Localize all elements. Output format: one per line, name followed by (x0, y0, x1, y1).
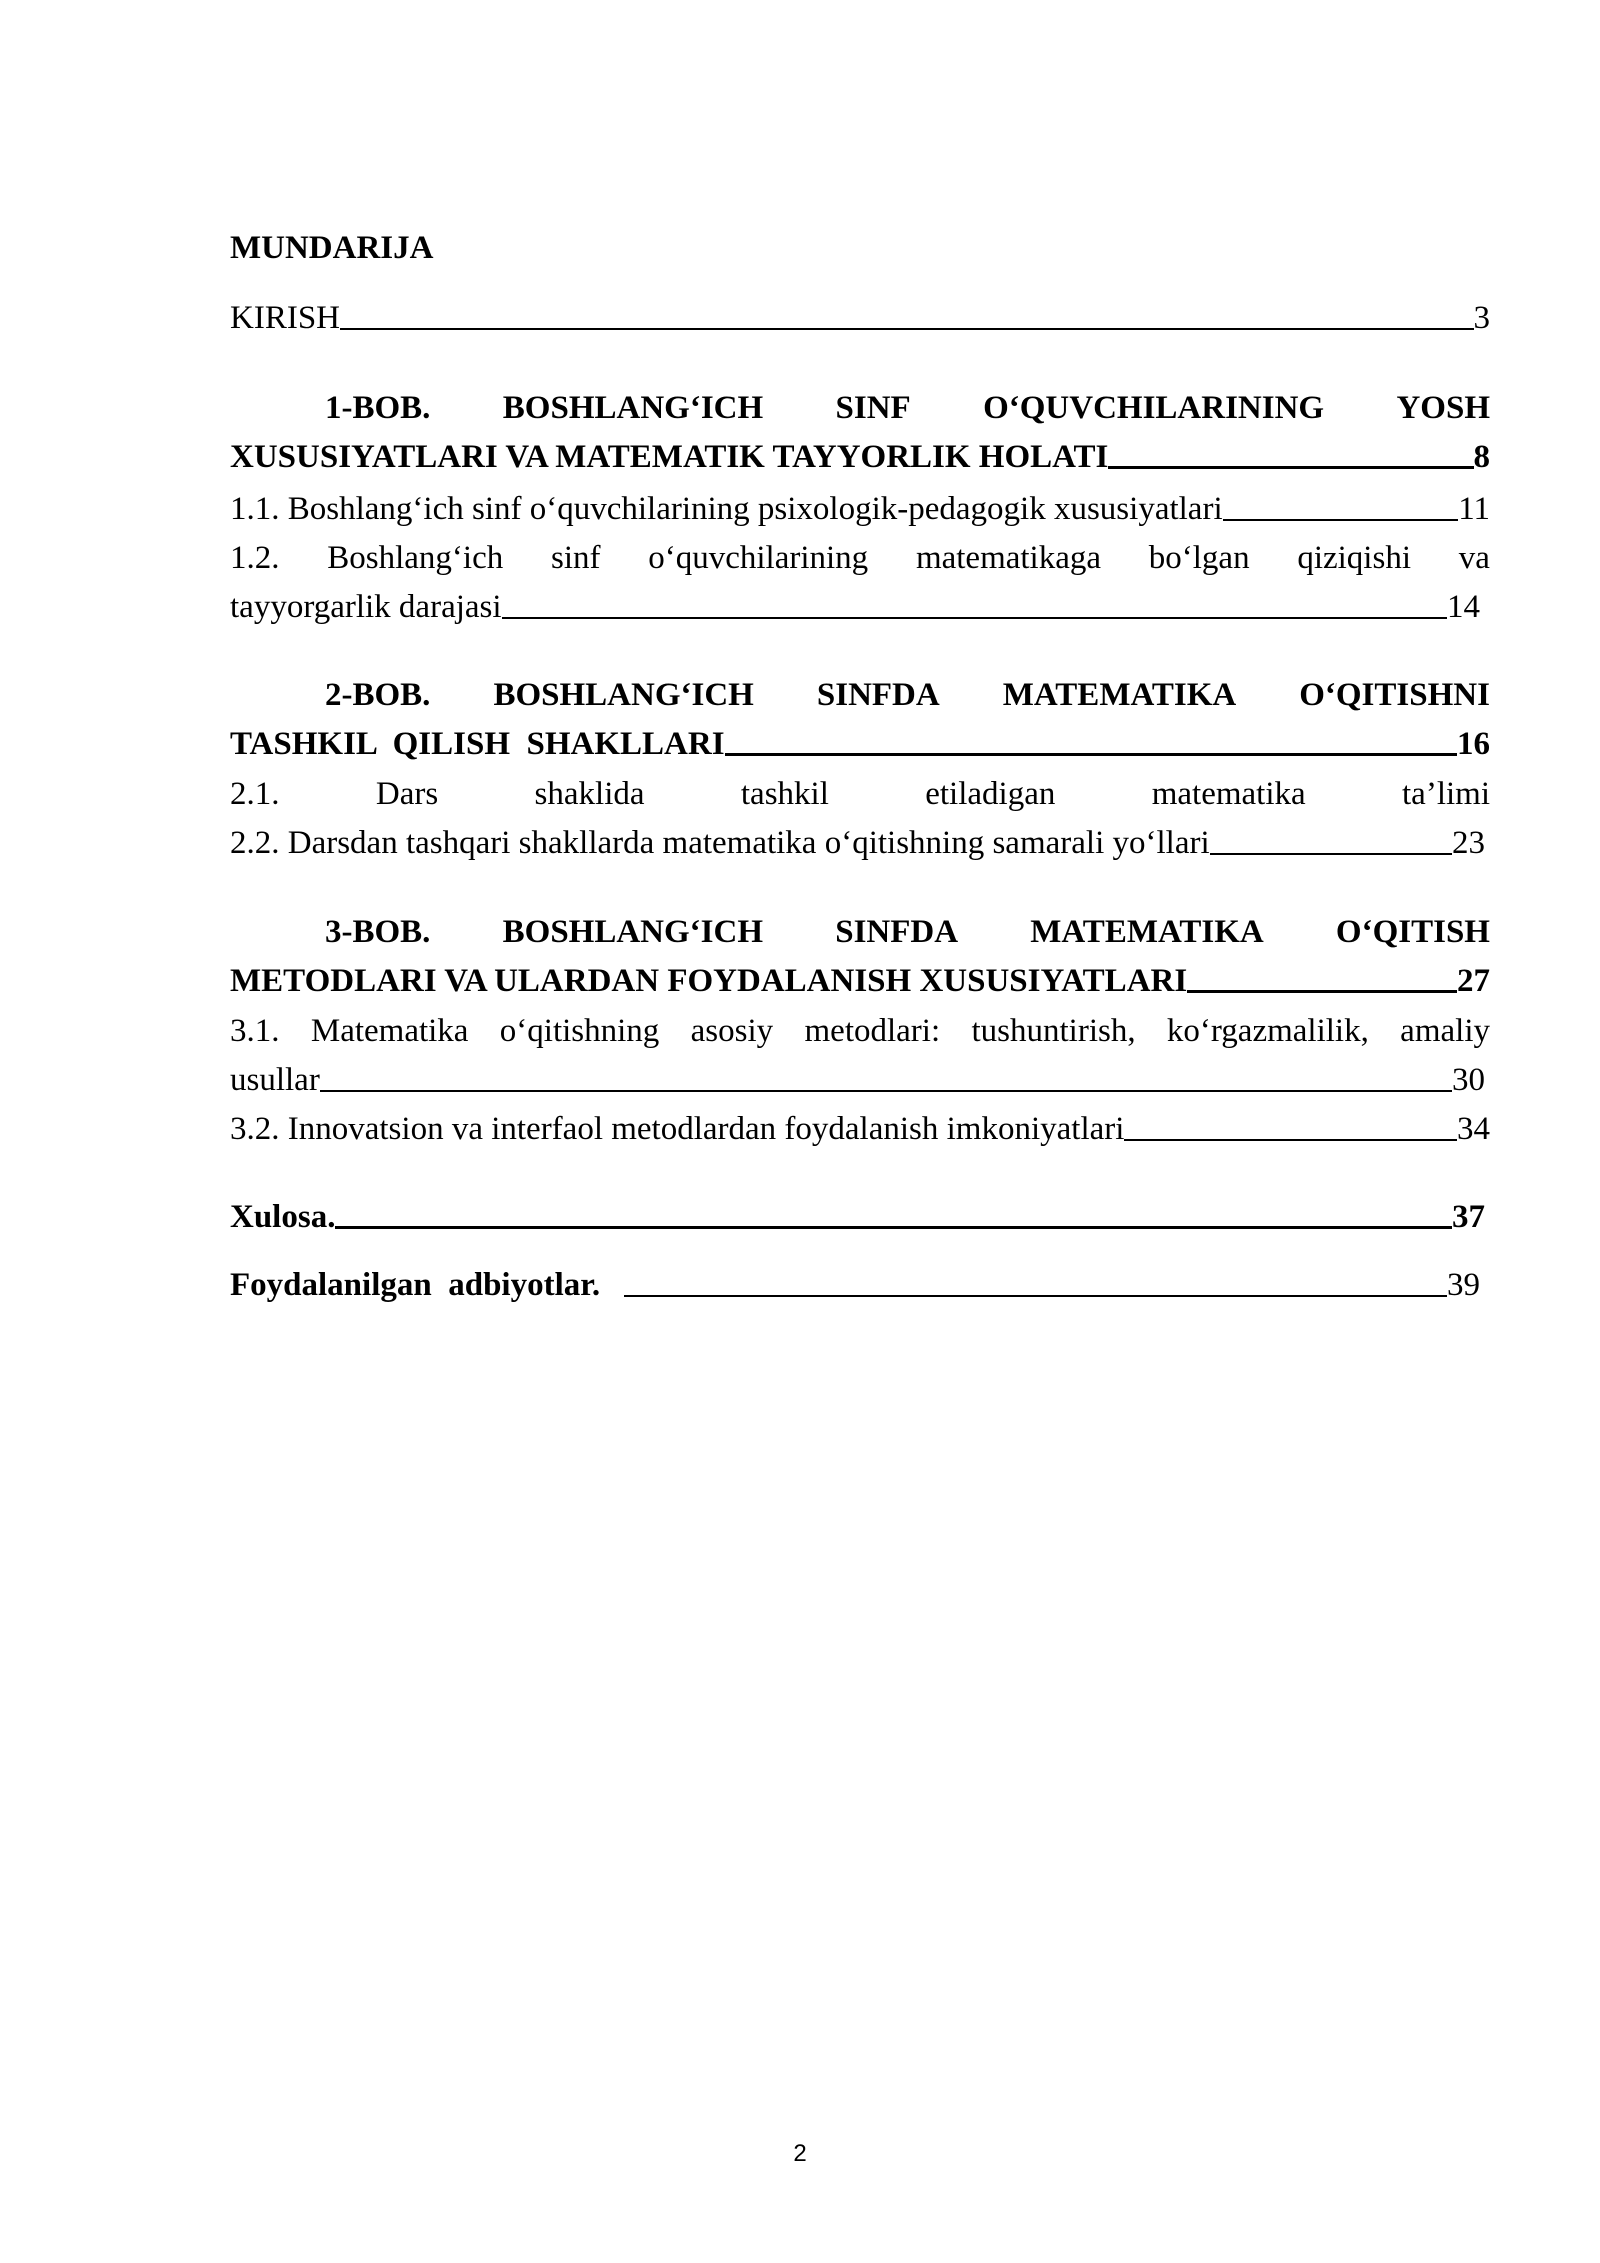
entry-word: sinf (550, 540, 601, 576)
entry-word: 1.2. (230, 540, 280, 576)
toc-entry-label: KIRISH (230, 300, 341, 336)
leader-line (1108, 466, 1473, 469)
entry-word: etiladigan (925, 776, 1056, 812)
toc-entry-page: 34 (1457, 1111, 1490, 1147)
toc-entry-label: METODLARI VA ULARDAN FOYDALANISH XUSUSIYATLARI (230, 963, 1188, 999)
title-word: SINF (835, 390, 911, 426)
toc-entry-1-2-line2 (230, 587, 1480, 627)
toc-entry-2-1 (230, 774, 1490, 814)
title-word: 3-BOB. (325, 914, 431, 950)
toc-entry-page: 27 (1457, 963, 1490, 999)
title-word: O‘QITISHNI (1299, 677, 1490, 713)
toc-entry-label: XUSUSIYATLARI VA MATEMATIK TAYYORLIK HOLATI (230, 439, 1109, 475)
leader-line (1124, 1139, 1457, 1141)
toc-entry-page: 8 (1473, 439, 1490, 475)
entry-word: Dars (375, 776, 439, 812)
toc-entry-page: 37 (1452, 1199, 1485, 1235)
toc-entry-label: usullar (230, 1062, 320, 1098)
title-word: SINFDA (816, 677, 940, 713)
leader-line (1187, 990, 1457, 993)
title-word: BOSHLANG‘ICH (502, 914, 764, 950)
chapter1-title-line1 (325, 388, 1490, 428)
title-word: O‘QITISH (1335, 914, 1490, 950)
page-number: 2 (793, 2140, 807, 2167)
title-word: 2-BOB. (325, 677, 431, 713)
entry-word: ta’limi (1402, 776, 1490, 812)
leader-line (624, 1295, 1447, 1297)
chapter1-title-line2 (230, 437, 1490, 477)
toc-entry-3-1-line1: 3.1. Matematika o‘qitishning asosiy metodlari: tushuntirish, ko‘rgazmalilik, amaliy (230, 1013, 1490, 1049)
entry-word: 2.1. (230, 776, 280, 812)
title-word: SINFDA (835, 914, 959, 950)
toc-entry-1-2-line1 (230, 538, 1490, 578)
toc-entry-page: 16 (1457, 726, 1490, 762)
entry-word: va (1458, 540, 1490, 576)
chapter3-title-line1 (325, 912, 1490, 952)
toc-entry-references (230, 1265, 1480, 1305)
title-word: MATEMATIKA (1002, 677, 1237, 713)
toc-heading: MUNDARIJA (230, 230, 434, 266)
toc-entry-3-1-line2 (230, 1060, 1485, 1100)
entry-word: Boshlang‘ich (327, 540, 504, 576)
toc-entry-page: 14 (1447, 589, 1480, 625)
entry-word: shaklida (534, 776, 645, 812)
chapter2-title-line1 (325, 675, 1490, 715)
toc-entry-label: tayyorgarlik darajasi (230, 589, 502, 625)
toc-entry-page: 23 (1452, 825, 1485, 861)
leader-line (340, 328, 1473, 330)
toc-entry-page: 30 (1452, 1062, 1485, 1098)
entry-word: o‘quvchilarining (648, 540, 869, 576)
toc-entry-page: 39 (1447, 1267, 1480, 1303)
toc-entry-page: 3 (1473, 300, 1490, 336)
title-word: YOSH (1396, 390, 1490, 426)
title-word: O‘QUVCHILARINING (983, 390, 1325, 426)
leader-line (725, 753, 1457, 756)
leader-line (335, 1226, 1452, 1229)
toc-entry-label: 2.2. Darsdan tashqari shakllarda matematika o‘qitishning samarali yo‘llari (230, 825, 1210, 861)
leader-line (320, 1090, 1452, 1092)
title-word: BOSHLANG‘ICH (493, 677, 754, 713)
leader-line (1223, 519, 1459, 521)
toc-entry-1-1 (230, 489, 1490, 529)
toc-entry-label: Xulosa. (230, 1199, 336, 1235)
toc-entry-label: TASHKIL QILISH SHAKLLARI (230, 726, 725, 762)
title-word: MATEMATIKA (1030, 914, 1264, 950)
toc-entry-2-2 (230, 823, 1485, 863)
chapter3-title-line2 (230, 961, 1490, 1001)
title-word: 1-BOB. (325, 390, 431, 426)
entry-word: bo‘lgan (1148, 540, 1250, 576)
toc-entry-label: 1.1. Boshlang‘ich sinf o‘quvchilarining psixologik-pedagogik xususiyatlari (230, 491, 1223, 527)
toc-entry-label: 3.2. Innovatsion va interfaol metodlardan foydalanish imkoniyatlari (230, 1111, 1125, 1147)
toc-entry-intro (230, 298, 1490, 338)
leader-line (502, 617, 1447, 619)
toc-entry-page: 11 (1458, 491, 1490, 527)
entry-word: matematikaga (915, 540, 1102, 576)
toc-entry-conclusion (230, 1197, 1485, 1237)
toc-entry-label: Foydalanilgan adbiyotlar. (230, 1267, 601, 1303)
entry-word: qiziqishi (1297, 540, 1411, 576)
leader-line (1210, 853, 1452, 855)
title-word: BOSHLANG‘ICH (502, 390, 764, 426)
entry-word: tashkil (740, 776, 829, 812)
toc-entry-3-2 (230, 1109, 1490, 1149)
entry-word: matematika (1151, 776, 1306, 812)
chapter2-title-line2 (230, 724, 1490, 764)
